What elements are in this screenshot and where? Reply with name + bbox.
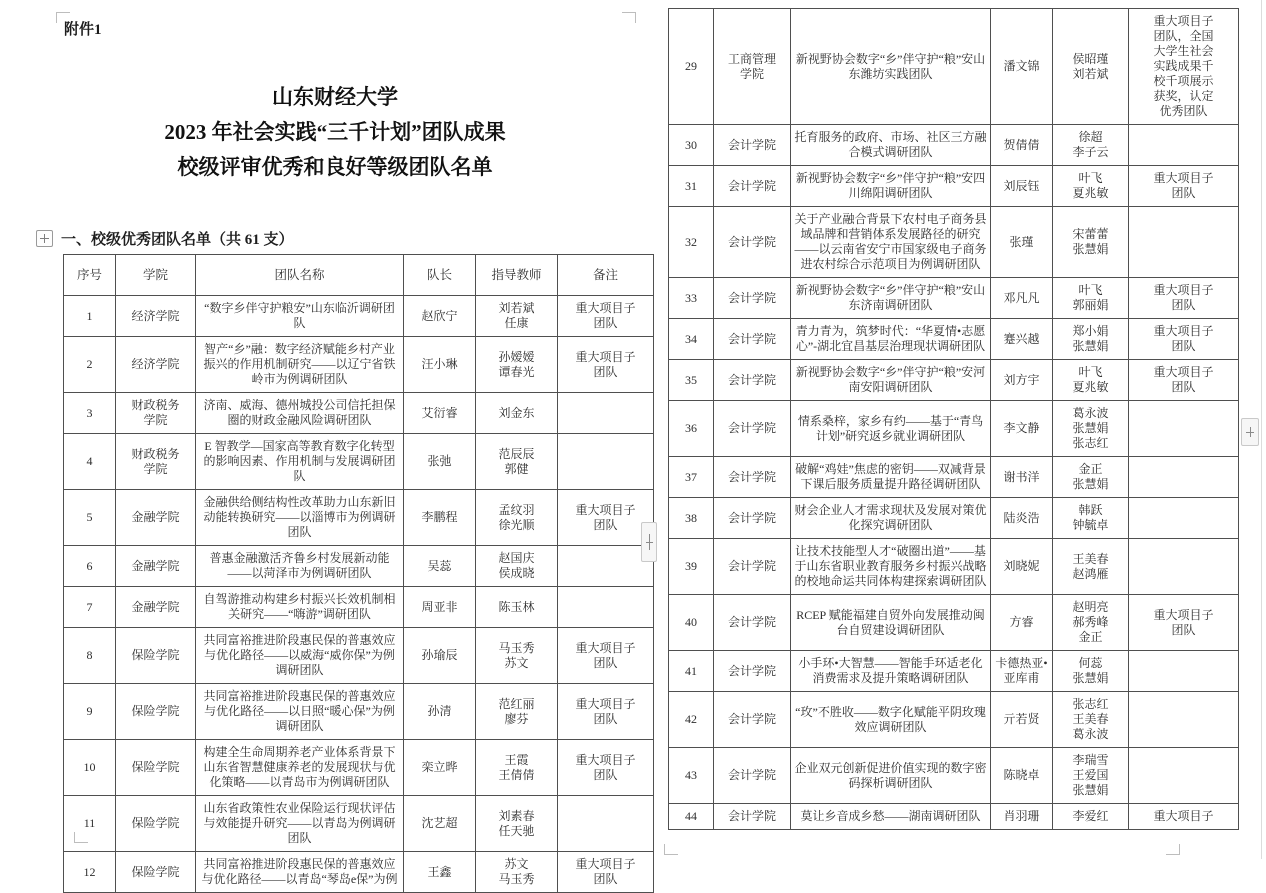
team-row (64, 628, 654, 684)
college-cell: 会计学院 (714, 166, 791, 207)
teachers-cell: 赵国庆 侯成晓 (476, 546, 558, 587)
note-cell (1129, 651, 1239, 692)
team-row (669, 9, 1239, 125)
note-cell (558, 587, 654, 628)
serial-cell: 10 (64, 740, 116, 796)
note-cell: 重大项目子团队 (558, 490, 654, 546)
note-cell: 重大项目子团队 (558, 296, 654, 337)
team-row (669, 207, 1239, 278)
serial-cell: 32 (669, 207, 714, 278)
teachers-cell: 苏文 马玉秀 (476, 852, 558, 893)
team-name-cell: 构建全生命周期养老产业体系背景下山东省智慧健康养老的发展现状与优化策略——以青岛市为例调研团队 (196, 740, 404, 796)
college-cell: 会计学院 (714, 207, 791, 278)
leader-cell: 刘方宇 (991, 360, 1053, 401)
teachers-cell: 刘金东 (476, 393, 558, 434)
team-row (669, 125, 1239, 166)
team-row (64, 796, 654, 852)
leader-cell: 贺倩倩 (991, 125, 1053, 166)
team-row (64, 337, 654, 393)
leader-cell: 肖羽珊 (991, 804, 1053, 830)
teachers-cell: 侯昭瑾 刘若斌 (1053, 9, 1129, 125)
note-cell: 重大项目子 (1129, 804, 1239, 830)
team-name-cell: 小手环•大智慧——智能手环适老化消费需求及提升策略调研团队 (791, 651, 991, 692)
team-name-cell: 破解“鸡娃”焦虑的密钥——双减背景下课后服务质量提升路径调研团队 (791, 457, 991, 498)
note-cell (558, 434, 654, 490)
note-cell: 重大项目子团队 (558, 628, 654, 684)
serial-cell: 38 (669, 498, 714, 539)
leader-cell: 周亚非 (404, 587, 476, 628)
team-name-cell: “数字乡伴守护粮安”山东临沂调研团队 (196, 296, 404, 337)
team-name-cell: 关于产业融合背景下农村电子商务县域品牌和营销体系发展路径的研究——以云南省安宁市国家级电子商务进农村综合示范项目为例调研团队 (791, 207, 991, 278)
teachers-cell: 韩跃 钟毓卓 (1053, 498, 1129, 539)
team-name-cell: 财会企业人才需求现状及发展对策优化探究调研团队 (791, 498, 991, 539)
column-header: 学院 (116, 255, 196, 296)
attachment-label: 附件1 (64, 22, 102, 38)
note-cell: 重大项目子团队 (1129, 360, 1239, 401)
plus-handle-icon[interactable] (641, 522, 657, 562)
team-row (669, 360, 1239, 401)
teachers-cell: 李爱红 (1053, 804, 1129, 830)
serial-cell: 11 (64, 796, 116, 852)
serial-cell: 30 (669, 125, 714, 166)
team-name-cell: 共同富裕推进阶段惠民保的普惠效应与优化路径——以威海“威你保”为例调研团队 (196, 628, 404, 684)
team-row (669, 692, 1239, 748)
leader-cell: 陆炎浩 (991, 498, 1053, 539)
serial-cell: 40 (669, 595, 714, 651)
serial-cell: 41 (669, 651, 714, 692)
note-cell (1129, 207, 1239, 278)
college-cell: 会计学院 (714, 125, 791, 166)
teachers-cell: 叶飞 夏兆敏 (1053, 360, 1129, 401)
teachers-cell: 宋蕾蕾 张慧娟 (1053, 207, 1129, 278)
serial-cell: 1 (64, 296, 116, 337)
college-cell: 经济学院 (116, 296, 196, 337)
team-name-cell: “玫”不胜收——数字化赋能平阴玫瑰效应调研团队 (791, 692, 991, 748)
note-cell: 重大项目子团队 (558, 337, 654, 393)
note-cell: 重大项目子团队 (1129, 278, 1239, 319)
college-cell: 会计学院 (714, 360, 791, 401)
teachers-cell: 王霞 王倩倩 (476, 740, 558, 796)
serial-cell: 33 (669, 278, 714, 319)
window-edge-divider (1261, 0, 1262, 859)
team-row (669, 319, 1239, 360)
serial-cell: 4 (64, 434, 116, 490)
title-line-1: 山东财经大学 (272, 85, 398, 109)
team-name-cell: 托育服务的政府、市场、社区三方融合模式调研团队 (791, 125, 991, 166)
section-heading-row (36, 228, 294, 249)
teachers-cell: 刘若斌 任康 (476, 296, 558, 337)
leader-cell: 谢书洋 (991, 457, 1053, 498)
serial-cell: 44 (669, 804, 714, 830)
college-cell: 会计学院 (714, 539, 791, 595)
teachers-cell: 张志红 王美春 葛永波 (1053, 692, 1129, 748)
college-cell: 金融学院 (116, 587, 196, 628)
note-cell (1129, 125, 1239, 166)
leader-cell: 刘晓妮 (991, 539, 1053, 595)
excellent-teams-table-page2 (668, 8, 1239, 830)
serial-cell: 37 (669, 457, 714, 498)
teachers-cell: 徐超 李子云 (1053, 125, 1129, 166)
team-row (669, 595, 1239, 651)
leader-cell: 邓凡凡 (991, 278, 1053, 319)
column-header: 团队名称 (196, 255, 404, 296)
leader-cell: 亓若贤 (991, 692, 1053, 748)
team-name-cell: 莫让乡音成乡愁——湖南调研团队 (791, 804, 991, 830)
team-row (669, 457, 1239, 498)
team-row (669, 539, 1239, 595)
team-row (64, 546, 654, 587)
teachers-cell: 范红丽 廖芬 (476, 684, 558, 740)
leader-cell: 孙瑜辰 (404, 628, 476, 684)
serial-cell: 29 (669, 9, 714, 125)
college-cell: 金融学院 (116, 546, 196, 587)
teachers-cell: 王美春 赵鸿雁 (1053, 539, 1129, 595)
team-name-cell: RCEP 赋能福建自贸外向发展推动闽台自贸建设调研团队 (791, 595, 991, 651)
column-header: 备注 (558, 255, 654, 296)
college-cell: 会计学院 (714, 457, 791, 498)
leader-cell: 潘文锦 (991, 9, 1053, 125)
teachers-cell: 赵明亮 郝秀峰 金正 (1053, 595, 1129, 651)
college-cell: 保险学院 (116, 684, 196, 740)
plus-handle-icon[interactable] (1241, 418, 1259, 446)
excellent-teams-table-page1 (63, 254, 654, 893)
note-cell (1129, 539, 1239, 595)
college-cell: 会计学院 (714, 595, 791, 651)
team-name-cell: 新视野协会数字“乡”伴守护“粮”安山东济南调研团队 (791, 278, 991, 319)
note-cell: 重大项目子团队 (558, 740, 654, 796)
note-cell (1129, 498, 1239, 539)
serial-cell: 42 (669, 692, 714, 748)
team-row (64, 393, 654, 434)
serial-cell: 43 (669, 748, 714, 804)
team-name-cell: 情系桑梓，家乡有约——基于“青鸟计划”研究返乡就业调研团队 (791, 401, 991, 457)
team-row (64, 684, 654, 740)
margin-mark (622, 12, 636, 23)
margin-mark (74, 832, 88, 843)
team-row (64, 587, 654, 628)
team-name-cell: 智产“乡”融：数字经济赋能乡村产业振兴的作用机制研究——以辽宁省铁岭市为例调研团队 (196, 337, 404, 393)
teachers-cell: 范辰辰 郭健 (476, 434, 558, 490)
team-row (669, 498, 1239, 539)
note-cell (558, 546, 654, 587)
serial-cell: 5 (64, 490, 116, 546)
margin-mark (664, 844, 678, 855)
note-cell: 重大项目子团队 (1129, 319, 1239, 360)
note-cell: 重大项目子团队，全国大学生社会实践成果千校千项展示获奖，认定优秀团队 (1129, 9, 1239, 125)
team-row (64, 740, 654, 796)
note-cell: 重大项目子团队 (1129, 595, 1239, 651)
note-cell (558, 393, 654, 434)
leader-cell: 蹇兴越 (991, 319, 1053, 360)
serial-cell: 2 (64, 337, 116, 393)
note-cell (1129, 457, 1239, 498)
team-name-cell: 青力青为，筑梦时代：“华夏情•志愿心”-湖北宜昌基层治理现状调研团队 (791, 319, 991, 360)
leader-cell: 李鹏程 (404, 490, 476, 546)
team-name-cell: E 智教学—国家高等教育数字化转型的影响因素、作用机制与发展调研团队 (196, 434, 404, 490)
teachers-cell: 何蕊 张慧娟 (1053, 651, 1129, 692)
teachers-cell: 叶飞 郭丽娟 (1053, 278, 1129, 319)
college-cell: 经济学院 (116, 337, 196, 393)
teachers-cell: 陈玉林 (476, 587, 558, 628)
leader-cell: 艾衍睿 (404, 393, 476, 434)
college-cell: 财政税务学院 (116, 434, 196, 490)
college-cell: 保险学院 (116, 740, 196, 796)
college-cell: 财政税务学院 (116, 393, 196, 434)
teachers-cell: 孟纹羽 徐光顺 (476, 490, 558, 546)
leader-cell: 栾立晔 (404, 740, 476, 796)
team-name-cell: 共同富裕推进阶段惠民保的普惠效应与优化路径——以青岛“琴岛e保”为例 (196, 852, 404, 893)
teachers-cell: 孙嫒嫒 谭春光 (476, 337, 558, 393)
serial-cell: 9 (64, 684, 116, 740)
column-header: 队长 (404, 255, 476, 296)
team-row (64, 490, 654, 546)
serial-cell: 7 (64, 587, 116, 628)
teachers-cell: 金正 张慧娟 (1053, 457, 1129, 498)
college-cell: 会计学院 (714, 319, 791, 360)
leader-cell: 赵欣宁 (404, 296, 476, 337)
serial-cell: 35 (669, 360, 714, 401)
college-cell: 保险学院 (116, 852, 196, 893)
team-name-cell: 普惠金融激活齐鲁乡村发展新动能——以菏泽市为例调研团队 (196, 546, 404, 587)
serial-cell: 36 (669, 401, 714, 457)
title-line-2: 2023 年社会实践“三千计划”团队成果 (164, 120, 506, 144)
serial-cell: 12 (64, 852, 116, 893)
leader-cell: 孙清 (404, 684, 476, 740)
table-move-icon[interactable] (36, 230, 53, 247)
team-name-cell: 企业双元创新促进价值实现的数字密码探析调研团队 (791, 748, 991, 804)
team-name-cell: 让技术技能型人才“破圈出道”——基于山东省职业教育服务乡村振兴战略的校地命运共同体构建探索调研团队 (791, 539, 991, 595)
college-cell: 会计学院 (714, 804, 791, 830)
margin-mark (56, 12, 70, 23)
column-header: 指导教师 (476, 255, 558, 296)
college-cell: 金融学院 (116, 490, 196, 546)
team-name-cell: 新视野协会数字“乡”伴守护“粮”安河南安阳调研团队 (791, 360, 991, 401)
teachers-cell: 马玉秀 苏文 (476, 628, 558, 684)
title-line-3: 校级评审优秀和良好等级团队名单 (177, 155, 493, 179)
college-cell: 保险学院 (116, 796, 196, 852)
college-cell: 保险学院 (116, 628, 196, 684)
note-cell: 重大项目子团队 (1129, 166, 1239, 207)
team-row (64, 434, 654, 490)
leader-cell: 李文静 (991, 401, 1053, 457)
serial-cell: 34 (669, 319, 714, 360)
team-row (64, 852, 654, 893)
team-row (64, 296, 654, 337)
serial-cell: 31 (669, 166, 714, 207)
team-name-cell: 济南、威海、德州城投公司信托担保圈的财政金融风险调研团队 (196, 393, 404, 434)
teachers-cell: 郑小娟 张慧娟 (1053, 319, 1129, 360)
college-cell: 会计学院 (714, 401, 791, 457)
leader-cell: 汪小琳 (404, 337, 476, 393)
serial-cell: 3 (64, 393, 116, 434)
teachers-cell: 刘素春 任天驰 (476, 796, 558, 852)
leader-cell: 张弛 (404, 434, 476, 490)
team-row (669, 278, 1239, 319)
team-name-cell: 山东省政策性农业保险运行现状评估与效能提升研究——以青岛为例调研团队 (196, 796, 404, 852)
team-name-cell: 金融供给侧结构性改革助力山东新旧动能转换研究——以淄博市为例调研团队 (196, 490, 404, 546)
serial-cell: 8 (64, 628, 116, 684)
team-row (669, 804, 1239, 830)
college-cell: 会计学院 (714, 748, 791, 804)
team-row (669, 166, 1239, 207)
leader-cell: 方睿 (991, 595, 1053, 651)
leader-cell: 吴蕊 (404, 546, 476, 587)
team-name-cell: 共同富裕推进阶段惠民保的普惠效应与优化路径——以日照“暖心保”为例调研团队 (196, 684, 404, 740)
leader-cell: 陈晓卓 (991, 748, 1053, 804)
serial-cell: 39 (669, 539, 714, 595)
teachers-cell: 葛永波 张慧娟 张志红 (1053, 401, 1129, 457)
note-cell (1129, 748, 1239, 804)
section-heading: 一、校级优秀团队名单（共 61 支） (61, 232, 294, 248)
margin-mark (1166, 844, 1180, 855)
team-name-cell: 自驾游推动构建乡村振兴长效机制相关研究——“嗨游”调研团队 (196, 587, 404, 628)
note-cell (1129, 401, 1239, 457)
team-row (669, 748, 1239, 804)
note-cell: 重大项目子团队 (558, 852, 654, 893)
leader-cell: 卡德热亚•亚库甫 (991, 651, 1053, 692)
leader-cell: 王鑫 (404, 852, 476, 893)
college-cell: 会计学院 (714, 278, 791, 319)
serial-cell: 6 (64, 546, 116, 587)
college-cell: 工商管理学院 (714, 9, 791, 125)
college-cell: 会计学院 (714, 692, 791, 748)
note-cell (558, 796, 654, 852)
college-cell: 会计学院 (714, 498, 791, 539)
page-2 (656, 0, 1266, 859)
leader-cell: 张瑾 (991, 207, 1053, 278)
table-header-row (64, 255, 654, 296)
doc-title (40, 80, 630, 185)
note-cell: 重大项目子团队 (558, 684, 654, 740)
column-header: 序号 (64, 255, 116, 296)
team-name-cell: 新视野协会数字“乡”伴守护“粮”安山东潍坊实践团队 (791, 9, 991, 125)
leader-cell: 沈艺超 (404, 796, 476, 852)
teachers-cell: 叶飞 夏兆敏 (1053, 166, 1129, 207)
college-cell: 会计学院 (714, 651, 791, 692)
note-cell (1129, 692, 1239, 748)
leader-cell: 刘辰钰 (991, 166, 1053, 207)
team-name-cell: 新视野协会数字“乡”伴守护“粮”安四川绵阳调研团队 (791, 166, 991, 207)
team-row (669, 651, 1239, 692)
teachers-cell: 李瑞雪 王爱国 张慧娟 (1053, 748, 1129, 804)
team-row (669, 401, 1239, 457)
